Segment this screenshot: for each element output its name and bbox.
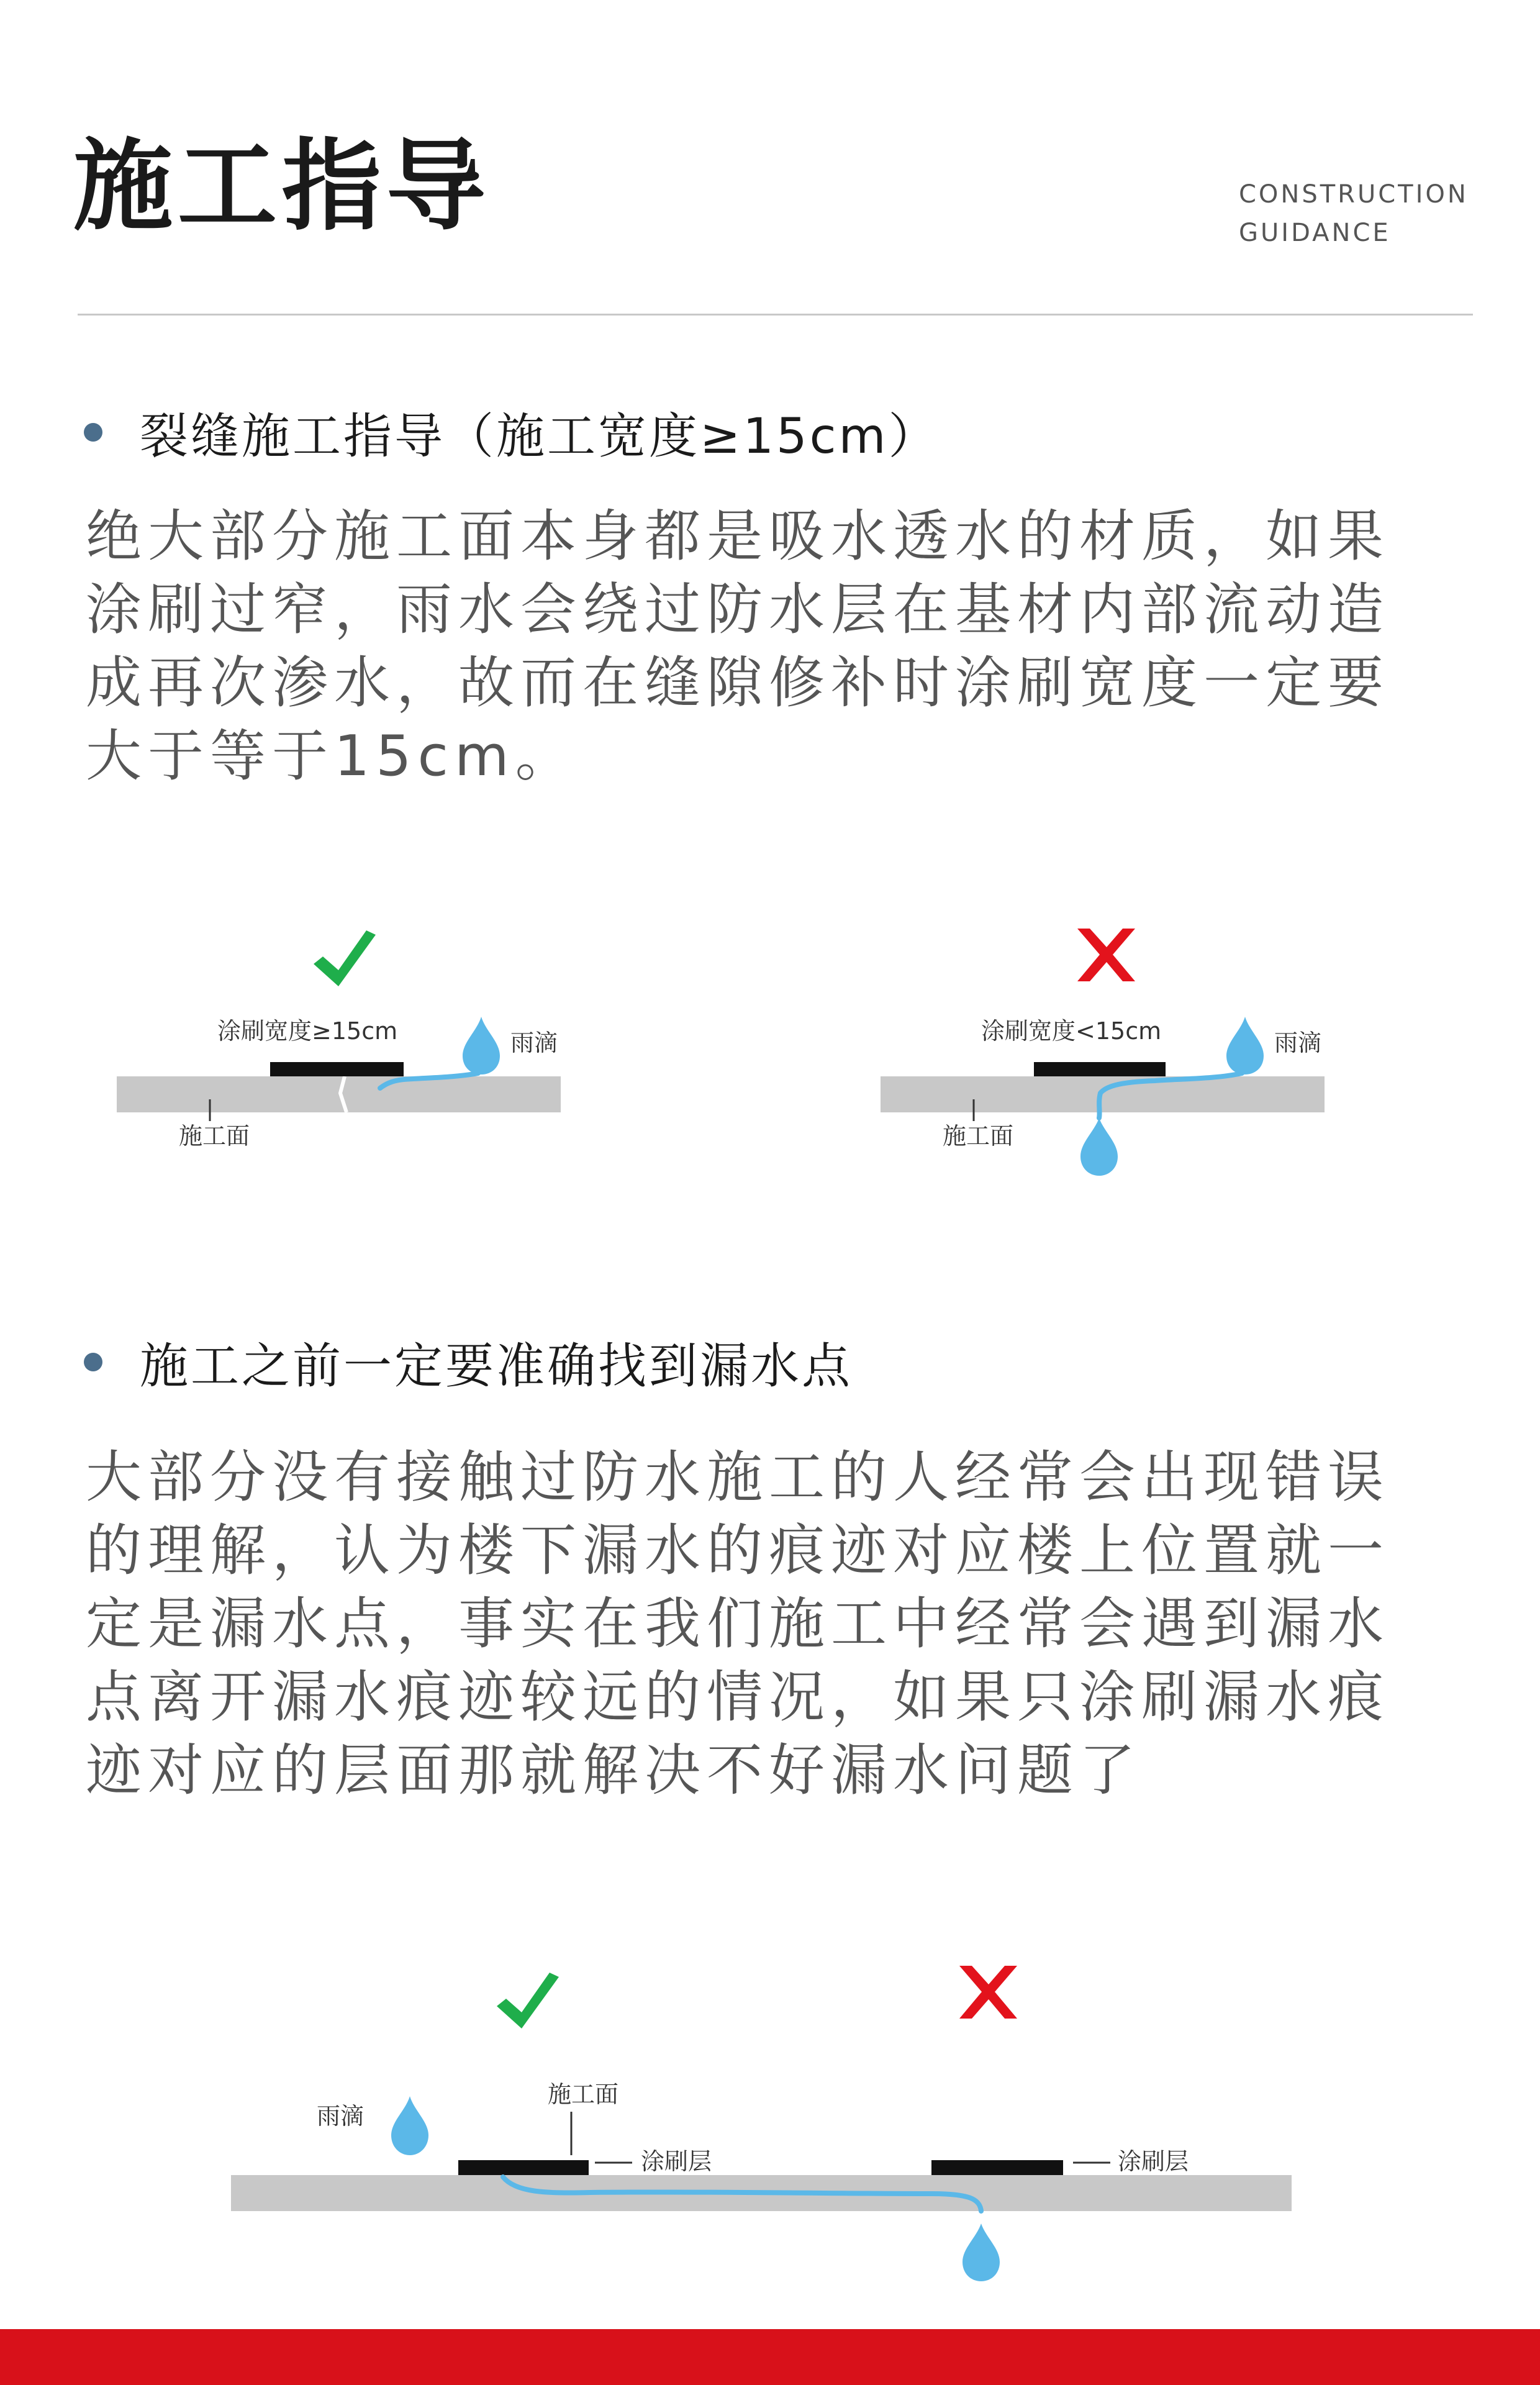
bad-width-label: 涂刷宽度<15cm — [981, 1017, 1162, 1045]
leak-drop-icon — [962, 2224, 1000, 2281]
leak-drop-icon — [1080, 1118, 1118, 1176]
diagram-correct-wide — [117, 930, 561, 1150]
subtitle-line-1: CONSTRUCTION — [1239, 180, 1469, 209]
coating-layer — [270, 1062, 404, 1076]
coating-layer-right — [931, 2160, 1063, 2175]
section1-heading — [84, 398, 939, 467]
check-icon — [497, 1973, 559, 2028]
coating-label-right: 涂刷层 — [1118, 2148, 1189, 2175]
water-drop-icon — [463, 1017, 500, 1074]
section2-heading — [84, 1327, 853, 1397]
water-drop-icon — [1226, 1017, 1264, 1074]
footer-bar — [0, 2329, 1540, 2385]
raindrop-label: 雨滴 — [317, 2102, 365, 2130]
surface-label: 施工面 — [179, 1122, 250, 1150]
raindrop-label: 雨滴 — [510, 1029, 558, 1056]
bullet-icon — [84, 1353, 102, 1371]
water-drop-icon — [391, 2096, 428, 2155]
bullet-icon — [84, 423, 102, 442]
section2-body: 大部分没有接触过防水施工的人经常会出现错误的理解，认为楼下漏水的痕迹对应楼上位置就一定是漏水点，事实在我们施工中经常会遇到漏水点离开漏水痕迹较远的情况，如果只涂刷漏水痕迹对应的层面那就解决不好漏水问题了 — [86, 1445, 1390, 1803]
surface-label: 施工面 — [943, 1122, 1014, 1150]
cross-icon — [1077, 929, 1135, 981]
coating-label-left: 涂刷层 — [641, 2148, 712, 2175]
raindrop-label: 雨滴 — [1274, 1029, 1322, 1056]
coating-layer — [1034, 1062, 1166, 1076]
section1-body: 绝大部分施工面本身都是吸水透水的材质，如果涂刷过窄，雨水会绕过防水层在基材内部流动造成再次渗水，故而在缝隙修补时涂刷宽度一定要大于等于15cm。 — [86, 504, 1390, 789]
section1-heading-text: 裂缝施工指导（施工宽度≥15cm） — [140, 409, 940, 465]
surface-label: 施工面 — [548, 2081, 619, 2108]
good-width-label: 涂刷宽度≥15cm — [217, 1017, 398, 1045]
section2-diagram — [0, 1956, 1540, 2304]
coating-layer-left — [458, 2160, 589, 2175]
section2-heading-text: 施工之前一定要准确找到漏水点 — [140, 1338, 853, 1394]
cross-icon — [959, 1966, 1017, 2019]
page-title: 施工指导 — [73, 128, 491, 244]
subtitle-line-2: GUIDANCE — [1239, 219, 1391, 247]
diagram-wrong-narrow — [881, 929, 1325, 1176]
section1-diagram — [0, 907, 1540, 1230]
check-icon — [314, 930, 376, 986]
header-divider — [78, 314, 1473, 316]
page-subtitle — [1239, 175, 1469, 252]
